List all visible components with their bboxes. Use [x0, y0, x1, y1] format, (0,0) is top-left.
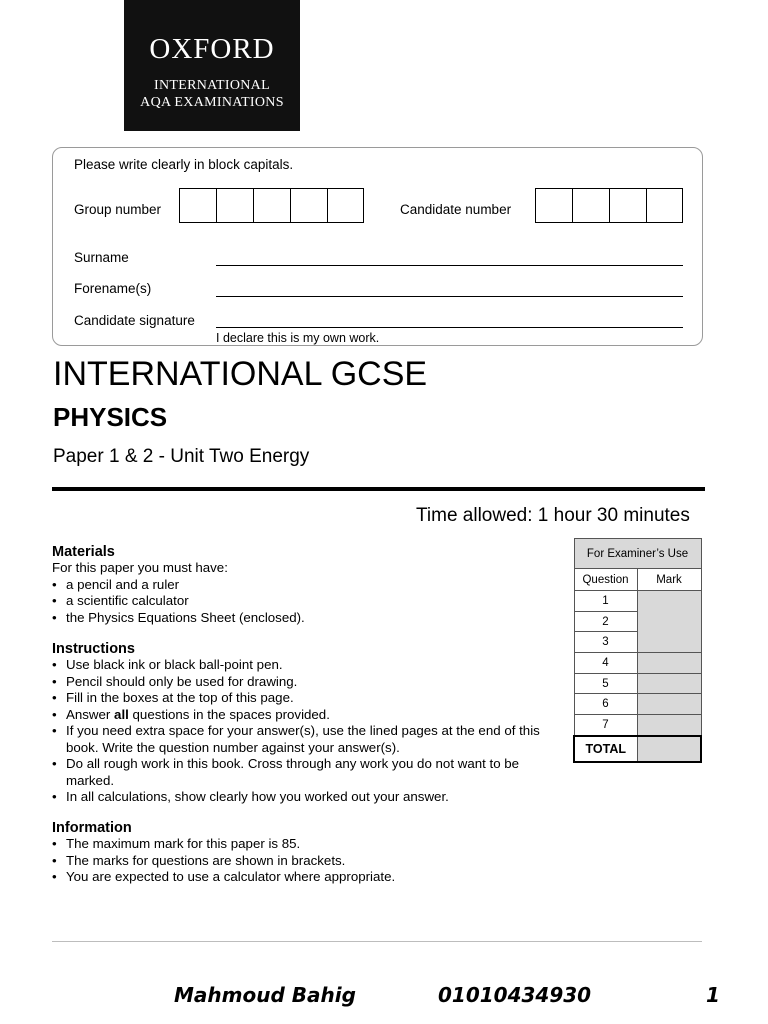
mark-cell[interactable]	[637, 673, 701, 694]
candidate-number-digit-box[interactable]	[609, 188, 646, 223]
footer-phone: 01010434930	[438, 983, 592, 1007]
list-item: • If you need extra space for your answer(s), use the lined pages at the end of this book. Write the question number against your answer(s).	[52, 723, 554, 756]
examiner-use-table	[573, 538, 702, 763]
information-list	[52, 836, 552, 886]
question-number: 2	[574, 611, 637, 632]
total-mark-cell[interactable]	[637, 736, 701, 762]
emphasis-all: all	[114, 706, 129, 722]
list-item: • Pencil should only be used for drawing.	[52, 674, 554, 691]
signature-label: Candidate signature	[74, 313, 195, 328]
list-item: • In all calculations, show clearly how you worked out your answer.	[52, 789, 554, 806]
materials-intro: For this paper you must have:	[52, 560, 228, 575]
instructions-list	[52, 657, 554, 806]
mark-cell[interactable]	[637, 591, 701, 653]
instructions-title: Instructions	[52, 641, 135, 657]
question-number: 6	[574, 694, 637, 715]
materials-list	[52, 577, 552, 627]
list-item: • Do all rough work in this book. Cross through any work you do not want to be marked.	[52, 756, 554, 789]
logo-line-international: INTERNATIONAL	[154, 78, 270, 93]
footer-divider	[52, 941, 702, 942]
text-run: questions in the spaces provided.	[128, 706, 330, 722]
list-item: • the Physics Equations Sheet (enclosed).	[52, 610, 552, 627]
question-column-header: Question	[574, 569, 637, 591]
heading-divider	[52, 487, 705, 491]
subject-title: PHYSICS	[53, 402, 168, 432]
information-section	[52, 820, 552, 886]
list-item: • You are expected to use a calculator where appropriate.	[52, 869, 552, 886]
question-number: 4	[574, 653, 637, 674]
paper-title: Paper 1 & 2 - Unit Two Energy	[53, 446, 310, 467]
question-number: 7	[574, 715, 637, 736]
group-number-digit-box[interactable]	[179, 188, 216, 223]
materials-title: Materials	[52, 544, 115, 560]
question-number: 1	[574, 591, 637, 612]
list-item	[52, 707, 554, 724]
declaration-text: I declare this is my own work.	[216, 331, 380, 345]
time-allowed: Time allowed: 1 hour 30 minutes	[416, 505, 690, 526]
candidate-number-label: Candidate number	[400, 202, 512, 217]
block-capitals-instruction: Please write clearly in block capitals.	[74, 157, 294, 172]
group-number-digit-box[interactable]	[327, 188, 364, 223]
group-number-digit-box[interactable]	[216, 188, 253, 223]
footer-author: Mahmoud Bahig	[174, 983, 356, 1007]
candidate-number-digit-box[interactable]	[646, 188, 683, 223]
page-number: 1	[706, 983, 720, 1007]
forename-label: Forename(s)	[74, 281, 152, 296]
list-item: • Fill in the boxes at the top of this page.	[52, 690, 554, 707]
exam-title: INTERNATIONAL GCSE	[53, 355, 428, 393]
mark-column-header: Mark	[637, 569, 701, 591]
examiner-table-title: For Examiner’s Use	[574, 539, 701, 569]
mark-cell[interactable]	[637, 653, 701, 674]
candidate-number-boxes[interactable]	[535, 188, 683, 223]
question-number: 5	[574, 673, 637, 694]
group-number-boxes[interactable]	[179, 188, 364, 223]
mark-cell[interactable]	[637, 694, 701, 715]
group-number-digit-box[interactable]	[290, 188, 327, 223]
group-number-digit-box[interactable]	[253, 188, 290, 223]
text-run: Answer	[66, 706, 115, 722]
list-item: • Use black ink or black ball-point pen.	[52, 657, 554, 674]
logo-line-aqa: AQA EXAMINATIONS	[140, 95, 284, 110]
surname-label: Surname	[74, 250, 129, 265]
candidate-details-box	[52, 147, 703, 346]
total-label: TOTAL	[574, 736, 637, 762]
candidate-number-digit-box[interactable]	[535, 188, 572, 223]
materials-section	[52, 544, 552, 626]
signature-line[interactable]	[216, 327, 683, 328]
forename-line[interactable]	[216, 296, 683, 297]
mark-cell[interactable]	[637, 715, 701, 736]
list-item: • a pencil and a ruler	[52, 577, 552, 594]
instructions-section	[52, 641, 554, 806]
surname-line[interactable]	[216, 265, 683, 266]
question-number: 3	[574, 632, 637, 653]
oxford-aqa-logo	[124, 0, 300, 131]
group-number-label: Group number	[74, 202, 162, 217]
logo-line-oxford: OXFORD	[149, 33, 275, 65]
candidate-number-digit-box[interactable]	[572, 188, 609, 223]
list-item: • The maximum mark for this paper is 85.	[52, 836, 552, 853]
list-item: • The marks for questions are shown in brackets.	[52, 853, 552, 870]
list-item: • a scientific calculator	[52, 593, 552, 610]
information-title: Information	[52, 820, 132, 836]
